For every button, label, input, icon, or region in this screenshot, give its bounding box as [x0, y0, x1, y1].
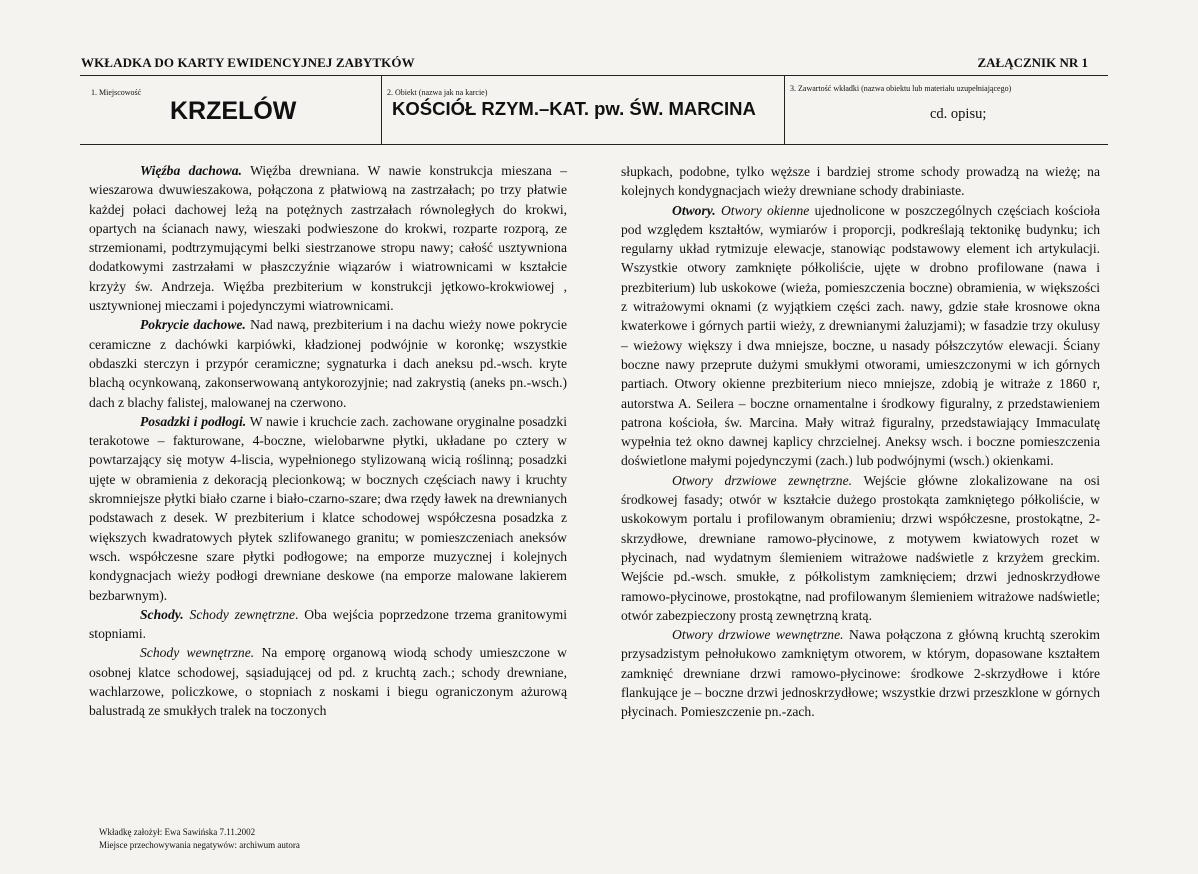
content-label: 3. Zawartość wkładki (nazwa obiektu lub materiału uzupełniającego)	[790, 84, 1012, 93]
paragraph-heading: Pokrycie dachowe.	[140, 317, 246, 333]
content-value: cd. opisu;	[930, 106, 987, 122]
footer	[99, 826, 300, 852]
description-left-column	[89, 161, 567, 721]
paragraph-text: Nawa połączona z główną kruchtą szerokim przysadzistym pełnołukowo zamkniętym otworem, w którym, dopasowane kształtem zamknięć drewniane drzwi ramowo-płycinowe: środkowe 2-skrzydłowe i które flankujące je – boczne drzwi jednoskrzydłowe; wszystkie drzwi przeszklone w górnych płycinach. Pomieszczenie pn.-zach.	[621, 627, 1100, 720]
paragraph-openings	[621, 201, 1100, 471]
paragraph-floors	[89, 412, 567, 605]
paragraph-heading: Więźba dachowa.	[140, 163, 242, 178]
paragraph-heading: Schody wewnętrzne.	[140, 645, 255, 661]
paragraph-text: ujednolicone w poszczególnych częściach kościoła pod względem kształtów, wymiarów i proporcji, podkreślają tektonikę budynku; ich regularny układ rytmizuje elewacje, stanowiąc podstawowy element ich artykulacji. Wszystkie otwory zamknięte półkoliście, ujęte w drobno profilowane (nawa i prezbiterium) lub uskokowe (wieża, pomieszczenia boczne) obramienia, w większości z witrażowymi oknami (z wyjątkiem części zach. nawy, gdzie stałe krosnowe okna kwaterkowe i górnych partii wieży, z drewnianymi żaluzjami); w fasadzie trzy okulusy – wieżowy większy i dwa mniejsze, boczne, u nasady półszczytów elewacji. Ściany boczne nawy przeprute dużymi smukłymi otworami, umieszczonymi w ich górnych partiach. Otwory okienne prezbiterium nieco mniejsze, zdobią je witraże z 1860 r, autorstwa A. Seilera – boczne ornamentalne i środkowy figuralny, z przedstawieniem patrona kościoła, św. Marcina. Mały witraż figuralny, przedstawiający Immaculatę wypełnia też okno dawnej kaplicy chrzcielnej. Aneksy wsch. i boczne pomieszczenia doświetlone małymi pojedynczymi (zach.) lub podwójnymi (wsch.) okienkami.	[621, 202, 1100, 469]
paragraph-subheading: Otwory okienne	[715, 202, 810, 218]
table-divider-2	[784, 75, 785, 145]
paragraph-external-doors	[621, 471, 1100, 625]
paragraph-subheading: Schody zewnętrzne	[183, 606, 296, 622]
paragraph-roofing	[89, 315, 567, 411]
paragraph-text: Nad nawą, prezbiterium i na dachu wieży nowe pokrycie ceramiczne z dachówki karpiówki, kładzionej podwójnie w koronkę; wszystkie obdaszki sterczyn i przypór ceramiczne; sygnaturka i dach aneksu pd.-wsch. kryte blachą ocynkowaną, zakonserwowaną antykorozyjnie; nad zakrystią (aneks pn.-wsch.) dach z blachy falistej, malowanej na czerwono.	[89, 317, 567, 410]
attachment-number: ZAŁĄCZNIK NR 1	[977, 55, 1088, 70]
paragraph-stairs-continued	[621, 162, 1100, 201]
paragraph-text: Więźba drewniana. W nawie konstrukcja mieszana – wieszarowa dwuwieszakowa, połączona z płatwiową na zastrzałach; po trzy płatwie każdej połaci dachowej leżą na potężnych zastrzałach równoległych do krokwi, opartych na ścianach nawy, wieszaki podwieszone do krokwi, rozparte rozporą, ze strzemionami, podtrzymującymi belki siestrzanowe stropu nawy; całość usztywniona dodatkowymi zastrzałami w płaszczyźnie wiązarów i wiatrownicami w kształcie krzyży św. Andrzeja. Więźba prezbiterium w konstrukcji jętkowo-krokwiowej , usztywnionej mieczami i pojedynczymi wiatrownicami.	[89, 163, 567, 314]
object-label: 2. Obiekt (nazwa jak na karcie)	[387, 88, 488, 97]
paragraph-text: Wejście główne zlokalizowane na osi środkowej fasady; otwór w kształcie dużego prostokąta zamkniętego półkoliście, w uskokowym portalu i profilowanym obramieniu; drzwi współczesne, prostokątne, 2-skrzydłowe, drewniane ramowo-płycinowe, z motywem kwiatowych rozet w płycinach, nad wydatnym ślemieniem witrażowe nadświetle z krzyżem greckim. Wejście pd.-wsch. smukłe, z półkolistym zamknięciem; drzwi jednoskrzydłowe ramowo-płycinowe, prostokątne, nad profilowanym ślemieniem witrażowe nadświetle; otwór zabezpieczony prostą zewnętrzną kratą.	[621, 472, 1100, 623]
table-divider-1	[381, 75, 382, 145]
paragraph-text: W nawie i kruchcie zach. zachowane oryginalne posadzki terakotowe – fakturowane, 4-boczne, wielobarwne płytki, układane po cztery w powtarzający się motyw 4-liscia, wypełnionego stylizowaną wicią roślinną; posadzki ujęte w obramienia z dekoracją plecionkową; w bocznych częściach nawy i kruchty skromniejsze płytki biało czarne i biało-czarno-szare; dwa rzędy ławek na drewnianych podstawach z desek. W prezbiterium i klatce schodowej współczesna posadzka z większych kwadratowych płytek szlifowanego granitu; w pomieszczeniach aneksów wsch. współczesne szare płytki podłogowe; na emporze muzycznej i kolejnych kondygnacjach wieży podłogi drewniane deskowe (na emporze malowane lakierem bezbarwnym).	[89, 413, 567, 603]
paragraph-heading: Otwory drzwiowe wewnętrzne.	[672, 627, 844, 643]
paragraph-stairs	[89, 605, 567, 644]
paragraph-text: Na emporę organową wiodą schody umieszczone w osobnej klatce schodowej, sąsiadującej od pd. z kruchtą zach.; schody drewniane, wachlarzowe, policzkowe, o stopniach z noskami i biegu ograniczonym ażurową balustradą ze smukłych tralek na toczonych	[89, 645, 567, 719]
footer-storage: Miejsce przechowywania negatywów: archiwum autora	[99, 840, 300, 850]
object-value: KOŚCIÓŁ RZYM.–KAT. pw. ŚW. MARCINA	[392, 98, 756, 119]
table-top-border	[80, 75, 1108, 76]
paragraph-text: . Oba wejścia poprzedzone trzema granitowymi stopniami.	[89, 606, 567, 642]
footer-author: Wkładkę założył: Ewa Sawińska 7.11.2002	[99, 827, 256, 837]
locality-label: 1. Miejscowość	[91, 88, 142, 97]
paragraph-text: słupkach, podobne, tylko węższe i bardziej strome schody prowadzą na wieżę; na kolejnych kondygnacjach wieży drewniane schody drabiniaste.	[621, 164, 1100, 199]
paragraph-internal-stairs	[89, 643, 567, 720]
description-right-column	[621, 162, 1100, 722]
table-bottom-border	[80, 144, 1108, 145]
paragraph-heading: Otwory drzwiowe zewnętrzne.	[672, 472, 853, 488]
paragraph-heading: Posadzki i podłogi.	[140, 413, 247, 429]
paragraph-heading: Otwory.	[672, 202, 716, 218]
locality-value: KRZELÓW	[170, 97, 297, 125]
paragraph-heading: Schody.	[140, 606, 184, 622]
paragraph-internal-doors	[621, 625, 1100, 721]
paragraph-roof-truss	[89, 161, 567, 315]
document-title: WKŁADKA DO KARTY EWIDENCYJNEJ ZABYTKÓW	[81, 55, 415, 70]
